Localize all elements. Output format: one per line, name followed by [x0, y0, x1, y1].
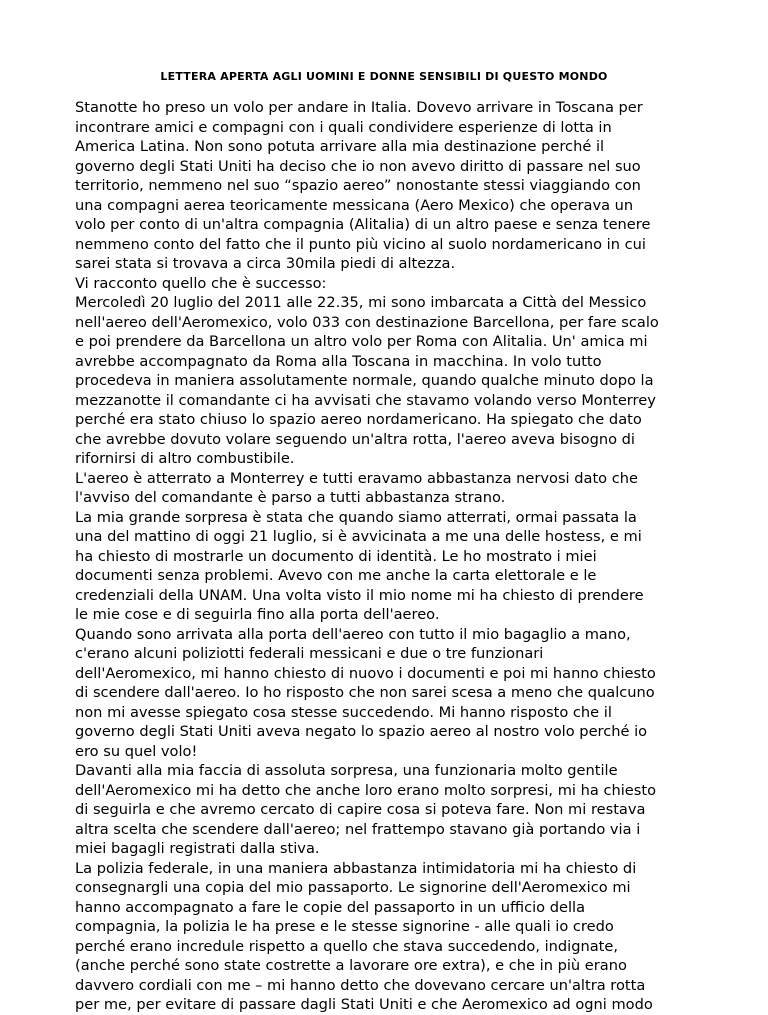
body-line: (anche perché sono state costrette a lavorare ore extra), e che in più erano — [75, 957, 627, 974]
body-line: credenziali della UNAM. Una volta visto il mio nome mi ha chiesto di prendere — [75, 586, 644, 604]
body-line: miei bagagli registrati dalla stiva. — [75, 840, 320, 857]
body-line: che avrebbe dovuto volare seguendo un'altra rotta, l'aereo aveva bisogno di — [75, 430, 635, 448]
body-line: mezzanotte il comandante ci ha avvisati che stavamo volando verso Monterrey — [75, 391, 656, 409]
body-line: volo per conto di un'altra compagnia (Alitalia) di un altro paese e senza tenere — [75, 216, 651, 233]
body-line: una compagni aerea teoricamente messicana (Aero Mexico) che operava un — [75, 196, 634, 214]
document-heading: LETTERA APERTA AGLI UOMINI E DONNE SENSIBILI DI QUESTO MONDO — [160, 70, 608, 83]
body-line: perché erano incredule rispetto a quello che stava succedendo, indignate, — [75, 937, 619, 955]
body-line: hanno accompagnato a fare le copie del passaporto in un ufficio della — [75, 898, 586, 916]
body-line: Mercoledì 20 luglio del 2011 alle 22.35, mi sono imbarcata a Città del Messico — [75, 294, 647, 311]
body-line: incontrare amici e compagni con i quali condividere esperienze di lotta in — [75, 118, 612, 136]
body-line: avrebbe accompagnato da Roma alla Toscana in macchina. In volo tutto — [75, 352, 602, 370]
body-line: per me, per evitare di passare dagli Stati Uniti e che Aeromexico ad ogni modo — [75, 996, 653, 1013]
body-line: le mie cose e di seguirla fino alla porta dell'aereo. — [75, 606, 440, 623]
body-line: dell'Aeromexico mi ha detto che anche loro erano molto sorpresi, mi ha chiesto — [75, 781, 657, 799]
body-line: compagnia, la polizia le ha prese e le stesse signorine - alle quali io credo — [75, 918, 614, 935]
body-line: Vi racconto quello che è successo: — [75, 274, 327, 292]
body-line: documenti senza problemi. Avevo con me anche la carta elettorale e le — [75, 567, 597, 584]
body-line: ha chiesto di mostrarle un documento di identità. Le ho mostrato i miei — [75, 547, 597, 565]
body-line: territorio, nemmeno nel suo “spazio aereo” nonostante stessi viaggiando con — [75, 177, 641, 194]
body-line: procedeva in maniera assolutamente normale, quando qualche minuto dopo la — [75, 372, 654, 389]
body-line: una del mattino di oggi 21 luglio, si è avvicinata a me una delle hostess, e mi — [75, 528, 642, 545]
body-line: La mia grande sorpresa è stata che quando siamo atterrati, ormai passata la — [75, 508, 637, 526]
body-line: La polizia federale, in una maniera abbastanza intimidatoria mi ha chiesto di — [75, 859, 637, 877]
body-line: c'erano alcuni poliziotti federali messicani e due o tre funzionari — [75, 645, 544, 662]
body-line: non mi avesse spiegato cosa stesse succedendo. Mi hanno risposto che il — [75, 703, 612, 721]
body-line: perché era stato chiuso lo spazio aereo nordamericano. Ha spiegato che dato — [75, 411, 642, 428]
body-line: di seguirla e che avremo cercato di capire cosa si poteva fare. Non mi restava — [75, 801, 646, 818]
body-line: rifornirsi di altro combustibile. — [75, 450, 295, 467]
body-line: ero su quel volo! — [75, 742, 198, 760]
body-line: Davanti alla mia faccia di assoluta sorpresa, una funzionaria molto gentile — [75, 762, 618, 779]
body-line: governo degli Stati Uniti ha deciso che io non avevo diritto di passare nel suo — [75, 157, 641, 175]
body-line: l'avviso del comandante è parso a tutti abbastanza strano. — [75, 489, 506, 506]
body-line: sarei stata si trovava a circa 30mila piedi di altezza. — [75, 255, 456, 272]
letter-body — [75, 98, 715, 1015]
body-line: nell'aereo dell'Aeromexico, volo 033 con destinazione Barcellona, per fare scalo — [75, 313, 659, 331]
body-line: e poi prendere da Barcellona un altro volo per Roma con Alitalia. Un' amica mi — [75, 333, 648, 350]
body-line: nemmeno conto del fatto che il punto più vicino al suolo nordamericano in cui — [75, 235, 646, 253]
body-line: consegnargli una copia del mio passaporto. Le signorine dell'Aeromexico mi — [75, 879, 631, 896]
body-line: America Latina. Non sono potuta arrivare alla mia destinazione perché il — [75, 138, 605, 155]
body-line: davvero cordiali con me – mi hanno detto che dovevano cercare un'altra rotta — [75, 976, 646, 994]
body-line: dell'Aeromexico, mi hanno chiesto di nuovo i documenti e poi mi hanno chiesto — [75, 664, 656, 682]
body-line: altra scelta che scendere dall'aereo; nel frattempo stavano già portando via i — [75, 820, 641, 838]
body-line: Stanotte ho preso un volo per andare in Italia. Dovevo arrivare in Toscana per — [75, 99, 643, 116]
body-line: L'aereo è atterrato a Monterrey e tutti eravamo abbastanza nervosi dato che — [75, 469, 638, 487]
body-line: Quando sono arrivata alla porta dell'aereo con tutto il mio bagaglio a mano, — [75, 625, 631, 643]
body-line: governo degli Stati Uniti aveva negato lo spazio aereo al nostro volo perché io — [75, 723, 648, 740]
body-line: di scendere dall'aereo. Io ho risposto che non sarei scesa a meno che qualcuno — [75, 684, 655, 701]
